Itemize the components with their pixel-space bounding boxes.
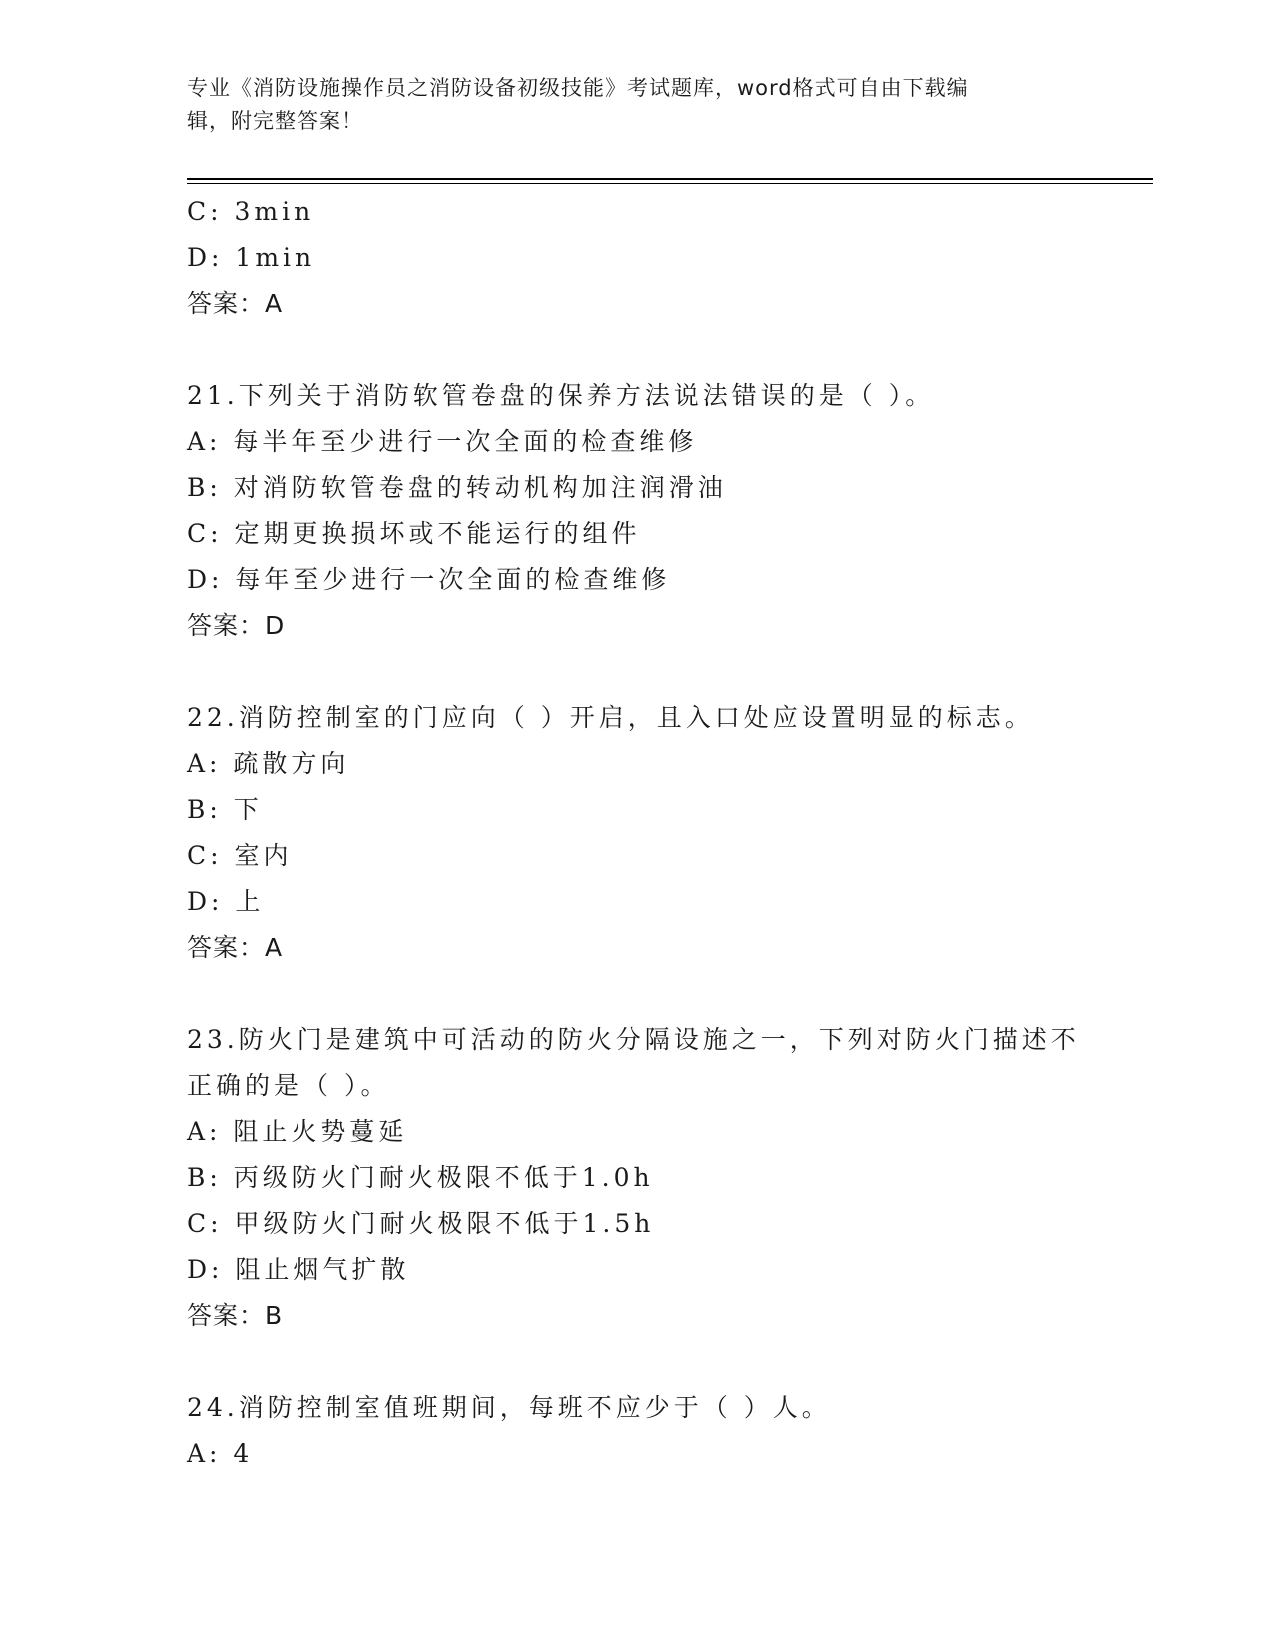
option-c: C: 3min [187,197,315,226]
question-24 [187,1385,1087,1477]
question-stem: 24.消防控制室值班期间，每班不应少于（ ）人。 [187,1393,831,1422]
answer-line: 答案：B [187,1301,284,1330]
header-line-1: 专业《消防设施操作员之消防设备初级技能》考试题库，word格式可自由下载编 [187,76,969,100]
option-d: D: 上 [187,887,265,916]
question-23 [187,1017,1087,1339]
question-stem: 21.下列关于消防软管卷盘的保养方法说法错误的是（ ）。 [187,381,935,410]
question-stem-line-2: 正确的是（ ）。 [187,1071,390,1100]
answer-line: 答案：A [187,289,284,318]
question-content [187,189,1087,1477]
option-b: B: 丙级防火门耐火极限不低于1.0h [187,1163,654,1192]
option-a: A: 每半年至少进行一次全面的检查维修 [187,427,698,456]
option-a: A: 阻止火势蔓延 [187,1117,408,1146]
option-d: D: 1min [187,243,316,272]
document-header [187,72,1067,138]
option-a: A: 疏散方向 [187,749,350,778]
header-divider-thin [187,183,1153,184]
header-line-2: 辑，附完整答案！ [187,109,363,133]
question-22 [187,695,1087,971]
answer-line: 答案：D [187,611,286,640]
question-stem-line-1: 23.防火门是建筑中可活动的防火分隔设施之一，下列对防火门描述不 [187,1025,1080,1054]
question-20-continuation [187,189,1087,327]
answer-line: 答案：A [187,933,284,962]
question-stem: 22.消防控制室的门应向（ ）开启，且入口处应设置明显的标志。 [187,703,1034,732]
question-21 [187,373,1087,649]
option-c: C: 甲级防火门耐火极限不低于1.5h [187,1209,655,1238]
option-c: C: 定期更换损坏或不能运行的组件 [187,519,641,548]
spacer [187,327,1087,373]
spacer [187,649,1087,695]
option-c: C: 室内 [187,841,293,870]
option-b: B: 对消防软管卷盘的转动机构加注润滑油 [187,473,727,502]
spacer [187,971,1087,1017]
option-b: B: 下 [187,795,263,824]
option-a: A: 4 [187,1439,254,1468]
option-d: D: 阻止烟气扩散 [187,1255,410,1284]
spacer [187,1339,1087,1385]
header-divider-thick [187,178,1153,180]
option-d: D: 每年至少进行一次全面的检查维修 [187,565,671,594]
